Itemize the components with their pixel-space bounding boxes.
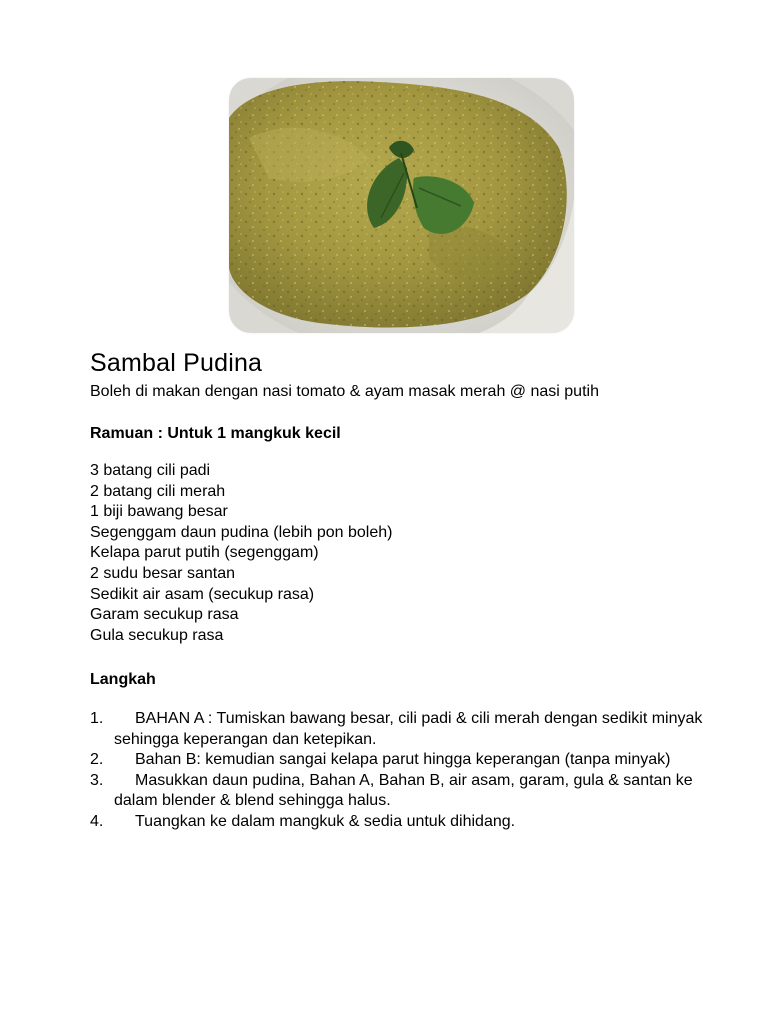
step-item — [90, 709, 730, 750]
ingredients-list — [90, 461, 392, 646]
step-number: 1. — [90, 710, 104, 727]
step-item — [90, 812, 730, 833]
step-text: BAHAN A : Tumiskan bawang besar, cili padi & cili merah dengan sedikit minyak sehingga keperangan dan ketepikan. — [114, 710, 703, 748]
step-text: Masukkan daun pudina, Bahan A, Bahan B, air asam, garam, gula & santan ke dalam blender & blend sehingga halus. — [114, 771, 693, 810]
ingredient-item: Gula secukup rasa — [90, 626, 224, 644]
step-item — [90, 771, 730, 812]
sambal-photo — [229, 78, 574, 333]
step-number: 4. — [90, 812, 104, 830]
step-text: Tuangkan ke dalam mangkuk & sedia untuk dihidang. — [135, 812, 516, 830]
ingredient-item: Segenggam daun pudina (lebih pon boleh) — [90, 523, 393, 541]
step-text: Bahan B: kemudian sangai kelapa parut hingga keperangan (tanpa minyak) — [135, 751, 671, 769]
ingredient-item: Kelapa parut putih (segenggam) — [90, 544, 319, 562]
ingredient-item: 3 batang cili padi — [90, 462, 211, 479]
steps-list — [90, 709, 730, 833]
ingredient-item: Sedikit air asam (secukup rasa) — [90, 585, 315, 603]
sambal-bowl-image — [229, 78, 574, 333]
ingredient-item: Garam secukup rasa — [90, 606, 239, 624]
step-number: 3. — [90, 771, 104, 789]
ingredients-heading: Ramuan : Untuk 1 mangkuk kecil — [90, 425, 341, 442]
ingredient-item: 2 sudu besar santan — [90, 564, 235, 582]
recipe-subtitle: Boleh di makan dengan nasi tomato & ayam masak merah @ nasi putih — [90, 383, 599, 400]
ingredient-item: 1 biji bawang besar — [90, 503, 228, 521]
step-item — [90, 750, 730, 771]
steps-heading: Langkah — [90, 671, 156, 688]
step-number: 2. — [90, 751, 104, 769]
ingredient-item: 2 batang cili merah — [90, 482, 226, 500]
recipe-title: Sambal Pudina — [90, 349, 263, 377]
